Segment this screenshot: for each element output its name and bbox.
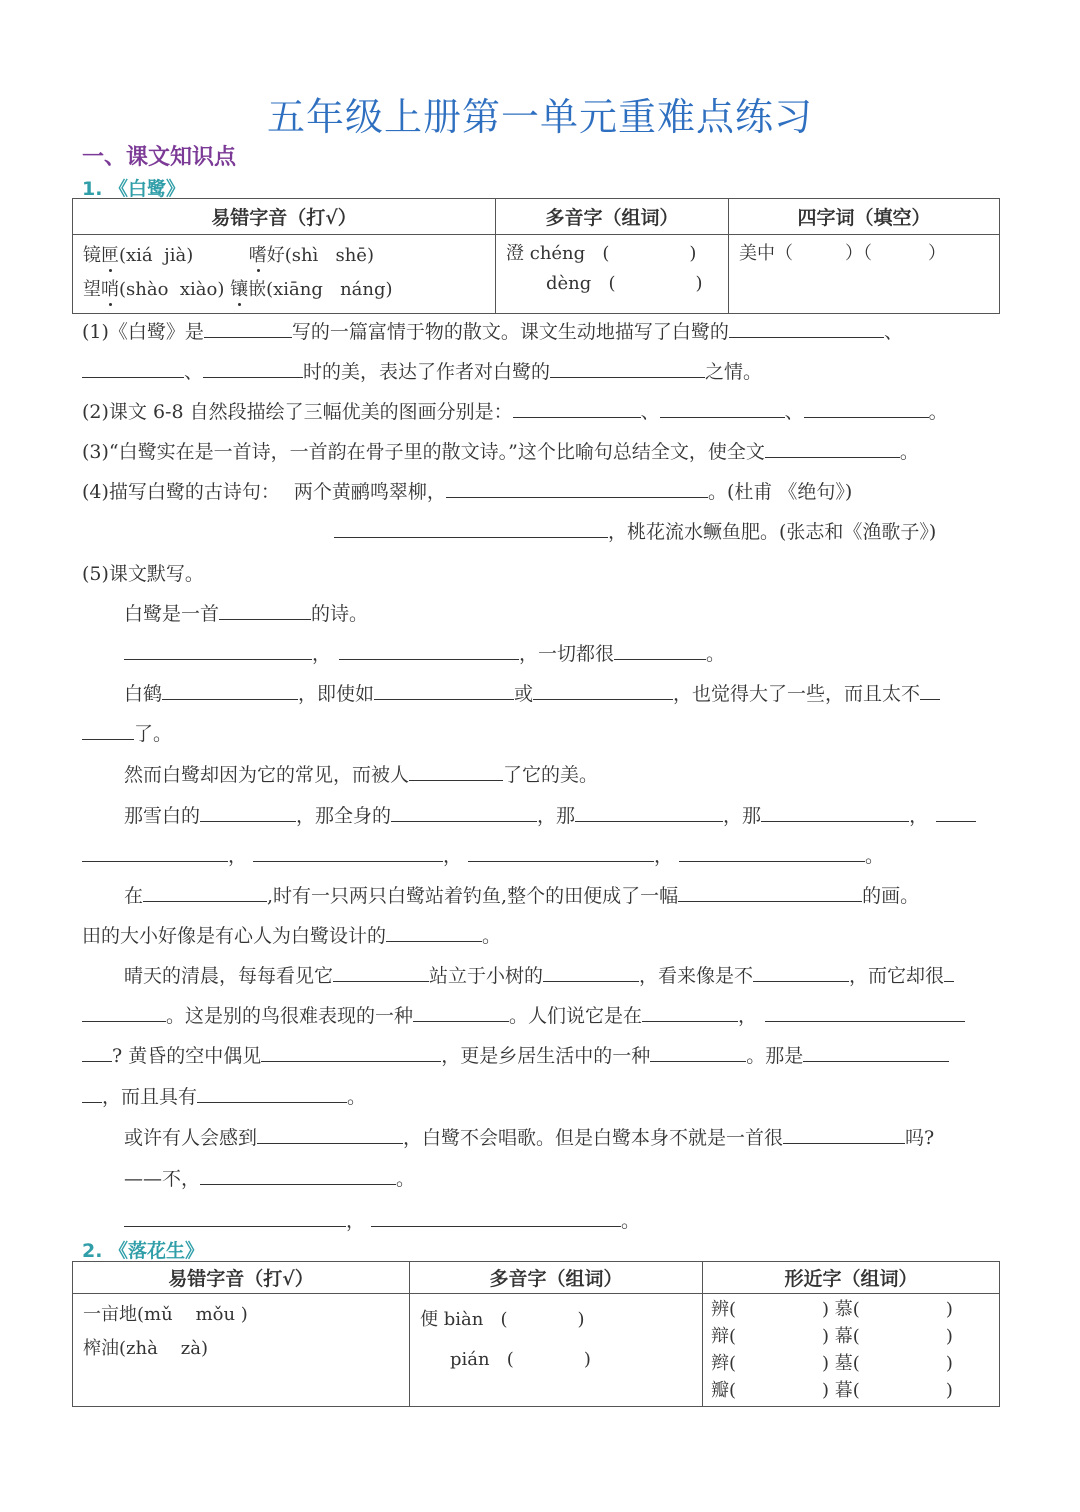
question-5-heading: (5)课文默写。 [82, 563, 204, 585]
recite-line-6: 那雪白的 ，那全身的 ，那 ，那 ， [124, 796, 1002, 836]
question-1-line-2: 、 时的美，表达了作者对白鹭的 之情。 [82, 352, 1002, 392]
answer-blank[interactable] [374, 675, 514, 700]
polyphone-cell: 澄 chéng ( ) dèng ( ) [496, 235, 729, 314]
recite-line-2: ， ，一切都很 。 [124, 634, 1002, 674]
answer-blank[interactable] [678, 877, 862, 902]
answer-blank[interactable] [614, 635, 706, 660]
recite-line-16: ， 。 [124, 1201, 1002, 1241]
question-2: (2)课文 6-8 自然段描绘了三幅优美的图画分别是： 、 、 。 [82, 392, 1002, 432]
question-1-line-1: (1)《白鹭》是 写的一篇富情于物的散文。课文生动地描写了白鹭的 、 [82, 312, 1002, 352]
table-header: 易错字音（打√） [73, 1262, 410, 1294]
page-title: 五年级上册第一单元重难点练习 [266, 95, 813, 139]
answer-blank[interactable] [82, 1037, 112, 1062]
table-header: 多音字（组词） [496, 199, 729, 235]
recite-line-15: ——不， 。 [124, 1159, 1002, 1199]
question-4-line-1: (4)描写白鹭的古诗句： 两个黄鹂鸣翠柳， 。(杜甫 《绝句》) [82, 472, 1002, 512]
pron-item: 望哨(shào xiào) [83, 279, 225, 300]
table-header: 四字词（填空） [729, 199, 1000, 235]
lesson-heading-2: 2. 《落花生》 [82, 1240, 205, 1262]
similar-row: 辩( ) 幕( ) [711, 1326, 953, 1347]
section-heading: 一、课文知识点 [82, 145, 237, 170]
answer-blank[interactable] [765, 997, 965, 1022]
answer-blank[interactable] [82, 353, 184, 378]
answer-blank[interactable] [513, 393, 641, 418]
answer-blank[interactable] [333, 957, 429, 982]
answer-blank[interactable] [650, 1037, 746, 1062]
four-char-cell: 美中（ ）（ ） [729, 235, 1000, 314]
answer-blank[interactable] [371, 1202, 621, 1227]
pron-item: 嗜好(shì shē) [248, 245, 374, 266]
polyphone-cell: 便 biàn ( ) pián ( ) [410, 1294, 703, 1407]
lesson2-table [72, 1261, 1000, 1407]
answer-blank[interactable] [200, 1160, 396, 1185]
answer-blank[interactable] [386, 917, 482, 942]
pron-item: 镶嵌(xiāng náng) [230, 279, 393, 300]
answer-blank[interactable] [642, 997, 738, 1022]
recite-line-5: 然而白鹭却因为它的常见，而被人 了它的美。 [124, 755, 1002, 795]
answer-blank[interactable] [753, 957, 849, 982]
answer-blank[interactable] [253, 837, 443, 862]
answer-blank[interactable] [550, 353, 705, 378]
answer-blank[interactable] [679, 837, 865, 862]
answer-blank[interactable] [339, 635, 519, 660]
recite-line-13: ，而且具有 。 [82, 1077, 1002, 1117]
answer-blank[interactable] [257, 1119, 403, 1144]
answer-blank[interactable] [200, 797, 296, 822]
answer-blank[interactable] [761, 797, 909, 822]
similar-row: 辫( ) 墓( ) [711, 1353, 953, 1374]
answer-blank[interactable] [82, 837, 228, 862]
recite-line-8: 在 ,时有一只两只白鹭站着钓鱼,整个的田便成了一幅 的画。 [124, 876, 1002, 916]
recite-line-3: 白鹤 ，即使如 或 ，也觉得大了一些，而且太不 [124, 674, 1002, 714]
answer-blank[interactable] [920, 675, 940, 700]
answer-blank[interactable] [533, 675, 673, 700]
table-header: 多音字（组词） [410, 1262, 703, 1294]
similar-row: 瓣( ) 暮( ) [711, 1380, 953, 1401]
answer-blank[interactable] [660, 393, 785, 418]
pron-item: 镜匣(xiá jià) [83, 245, 194, 266]
answer-blank[interactable] [143, 877, 267, 902]
answer-blank[interactable] [203, 353, 303, 378]
answer-blank[interactable] [543, 957, 639, 982]
table-header: 形近字（组词） [703, 1262, 1000, 1294]
similar-char-cell [703, 1294, 1000, 1407]
recite-line-4: 了。 [82, 714, 1002, 754]
answer-blank[interactable] [575, 797, 723, 822]
answer-blank[interactable] [82, 997, 166, 1022]
answer-blank[interactable] [82, 715, 134, 740]
answer-blank[interactable] [391, 797, 537, 822]
answer-blank[interactable] [413, 997, 509, 1022]
recite-line-10: 晴天的清晨，每每看见它 站立于小树的 ，看来像是不 ，而它却很 [124, 956, 1002, 996]
answer-blank[interactable] [204, 313, 292, 338]
answer-blank[interactable] [162, 675, 298, 700]
recite-line-7: ， ， ， 。 [82, 836, 1002, 876]
lesson1-table [72, 198, 1000, 314]
answer-blank[interactable] [729, 313, 884, 338]
pron-item: 榨油(zhà zà) [83, 1338, 208, 1359]
answer-blank[interactable] [804, 393, 929, 418]
pronunciation-cell [73, 235, 496, 314]
answer-blank[interactable] [334, 513, 608, 538]
recite-line-12: ? 黄昏的空中偶见 ，更是乡居生活中的一种 。那是 [82, 1036, 1002, 1076]
recite-line-1: 白鹭是一首 的诗。 [124, 594, 1002, 634]
answer-blank[interactable] [124, 635, 312, 660]
recite-line-14: 或许有人会感到 ，白鹭不会唱歌。但是白鹭本身不就是一首很 吗? [124, 1118, 1002, 1158]
answer-blank[interactable] [803, 1037, 949, 1062]
similar-row: 辨( ) 慕( ) [711, 1299, 953, 1320]
answer-blank[interactable] [783, 1119, 905, 1144]
answer-blank[interactable] [261, 1037, 441, 1062]
answer-blank[interactable] [468, 837, 654, 862]
answer-blank[interactable] [124, 1202, 346, 1227]
answer-blank[interactable] [944, 957, 954, 982]
answer-blank[interactable] [197, 1078, 347, 1103]
answer-blank[interactable] [409, 756, 503, 781]
pronunciation-cell [73, 1294, 410, 1407]
recite-line-11: 。这是别的鸟很难表现的一种 。人们说它是在 ， [82, 996, 1002, 1036]
answer-blank[interactable] [936, 797, 976, 822]
answer-blank[interactable] [219, 595, 311, 620]
recite-line-9: 田的大小好像是有心人为白鹭设计的 。 [82, 916, 1002, 956]
answer-blank[interactable] [82, 1078, 102, 1103]
question-3: (3)“白鹭实在是一首诗，一首韵在骨子里的散文诗。”这个比喻句总结全文，使全文 。 [82, 432, 1002, 472]
answer-blank[interactable] [765, 433, 900, 458]
lesson-heading-1: 1. 《白鹭》 [82, 178, 186, 200]
pron-item: 一亩地(mǔ mǒu ) [83, 1304, 248, 1325]
answer-blank[interactable] [446, 473, 708, 498]
question-4-line-2: ，桃花流水鳜鱼肥。(张志和《渔歌子》) [334, 512, 1002, 552]
table-header: 易错字音（打√） [73, 199, 496, 235]
